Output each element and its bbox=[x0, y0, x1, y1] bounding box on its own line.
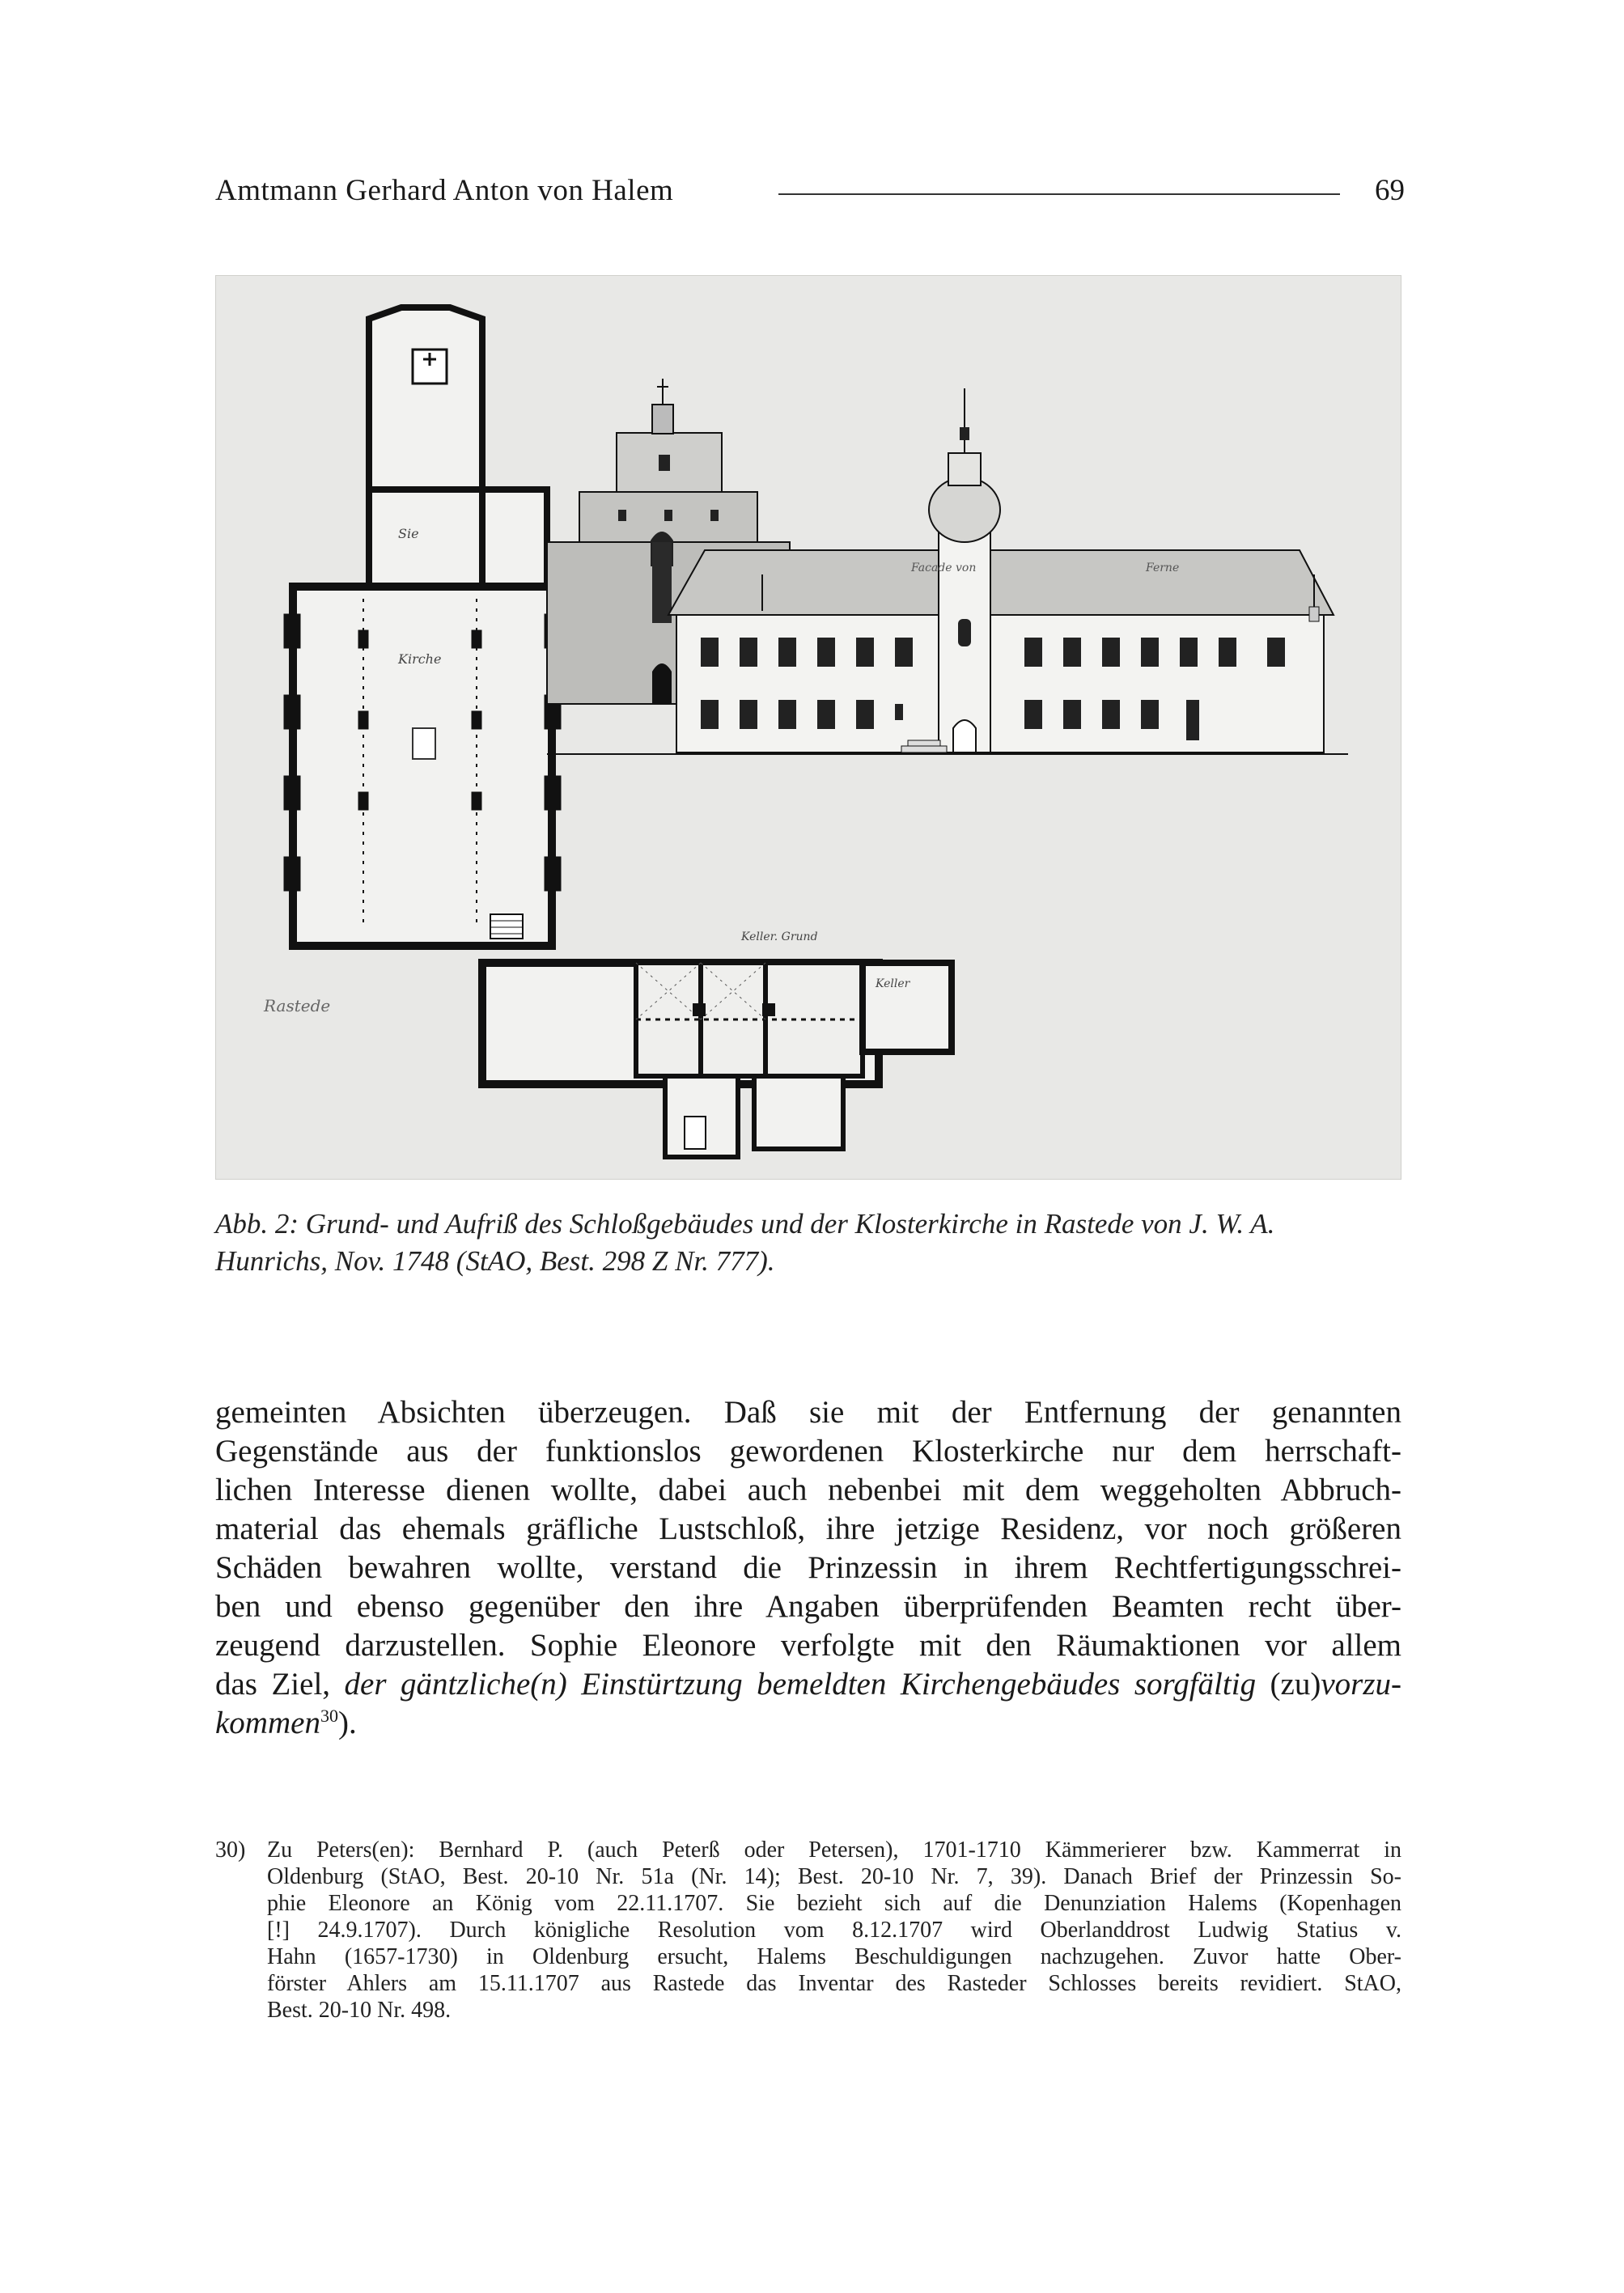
label-keller: Keller bbox=[876, 977, 910, 990]
footnote-line: Best. 20-10 Nr. 498. bbox=[267, 1998, 452, 2023]
footnote-line: Hahn (1657-1730) in Oldenburg ersucht, Halems Beschuldigungen nachzugehen. Zuvor hatte Ober- bbox=[267, 1944, 1401, 1969]
label-kirche: Kirche bbox=[398, 651, 442, 667]
quote-text: kommen bbox=[215, 1706, 320, 1740]
running-header bbox=[215, 173, 1405, 214]
quote-text: vorzu- bbox=[1321, 1667, 1402, 1702]
figure-caption bbox=[215, 1206, 1401, 1280]
body-text-run: (zu) bbox=[1256, 1667, 1321, 1702]
body-line: Schäden bewahren wollte, verstand die Prinzessin in ihrem Rechtfertigungsschrei- bbox=[215, 1550, 1401, 1585]
body-line-last bbox=[215, 1704, 1401, 1743]
architectural-drawing bbox=[215, 275, 1401, 1180]
footnote-line: phie Eleonore an König vom 22.11.1707. Sie bezieht sich auf die Denunziation Halems (Kopenhagen bbox=[267, 1891, 1401, 1916]
footnote-line: förster Ahlers am 15.11.1707 aus Rastede das Inventar des Rasteder Schlosses bereits revidiert. StAO, bbox=[267, 1971, 1401, 1996]
running-title: Amtmann Gerhard Anton von Halem bbox=[215, 174, 674, 207]
caption-line: Abb. 2: Grund- und Aufriß des Schloßgebäudes und der Klosterkirche in Rastede von J. W. A. bbox=[215, 1208, 1275, 1240]
footnote-line: Zu Peters(en): Bernhard P. (auch Peterß oder Petersen), 1701-1710 Kämmerierer bzw. Kammerrat in bbox=[267, 1837, 1401, 1863]
label-facade-left: Facade von bbox=[911, 562, 977, 574]
body-line: zeugend darzustellen. Sophie Eleonore verfolgte mit den Räumaktionen vor allem bbox=[215, 1628, 1401, 1663]
label-facade-right: Ferne bbox=[1146, 562, 1180, 574]
footnote-text bbox=[267, 1837, 1401, 2024]
label-rastede: Rastede bbox=[264, 996, 331, 1015]
body-line: gemeinten Absichten überzeugen. Daß sie mit der Entfernung der genannten bbox=[215, 1395, 1401, 1430]
body-line: ben und ebenso gegenüber den ihre Angaben überprüfenden Beamten recht über- bbox=[215, 1589, 1401, 1624]
quote-text: der gäntzliche(n) Einstürtzung bemeldten Kirchengebäudes sorgfältig bbox=[344, 1667, 1257, 1702]
footnote-line: Oldenburg (StAO, Best. 20-10 Nr. 51a (Nr. 14); Best. 20-10 Nr. 7, 39). Danach Brief der Prinzessin So- bbox=[267, 1864, 1401, 1889]
body-paragraph bbox=[215, 1393, 1401, 1743]
body-line: lichen Interesse dienen wollte, dabei auch nebenbei mit dem weggeholten Abbruch- bbox=[215, 1473, 1401, 1507]
caption-line: Hunrichs, Nov. 1748 (StAO, Best. 298 Z Nr. 777). bbox=[215, 1245, 775, 1277]
body-text-run: das Ziel, bbox=[215, 1667, 345, 1702]
header-rule bbox=[778, 193, 1340, 195]
body-line: Gegenstände aus der funktionslos gewordenen Klosterkirche nur dem herrschaft- bbox=[215, 1434, 1401, 1469]
footnote-line: [!] 24.9.1707). Durch königliche Resolution vom 8.12.1707 wird Oberlanddrost Ludwig Statius v. bbox=[267, 1918, 1401, 1943]
body-text-run: ). bbox=[337, 1706, 357, 1740]
footnote-ref[interactable]: 30 bbox=[320, 1706, 338, 1726]
body-line: material das ehemals gräfliche Lustschloß, ihre jetzige Residenz, vor noch größeren bbox=[215, 1511, 1401, 1546]
figure-plan-and-elevation bbox=[215, 275, 1401, 1180]
footnote-number: 30) bbox=[215, 1837, 246, 1863]
label-keller-grund: Keller. Grund bbox=[741, 930, 818, 943]
label-sie: Sie bbox=[398, 526, 419, 541]
page-number: 69 bbox=[1375, 174, 1405, 207]
body-line-quote bbox=[215, 1665, 1401, 1704]
